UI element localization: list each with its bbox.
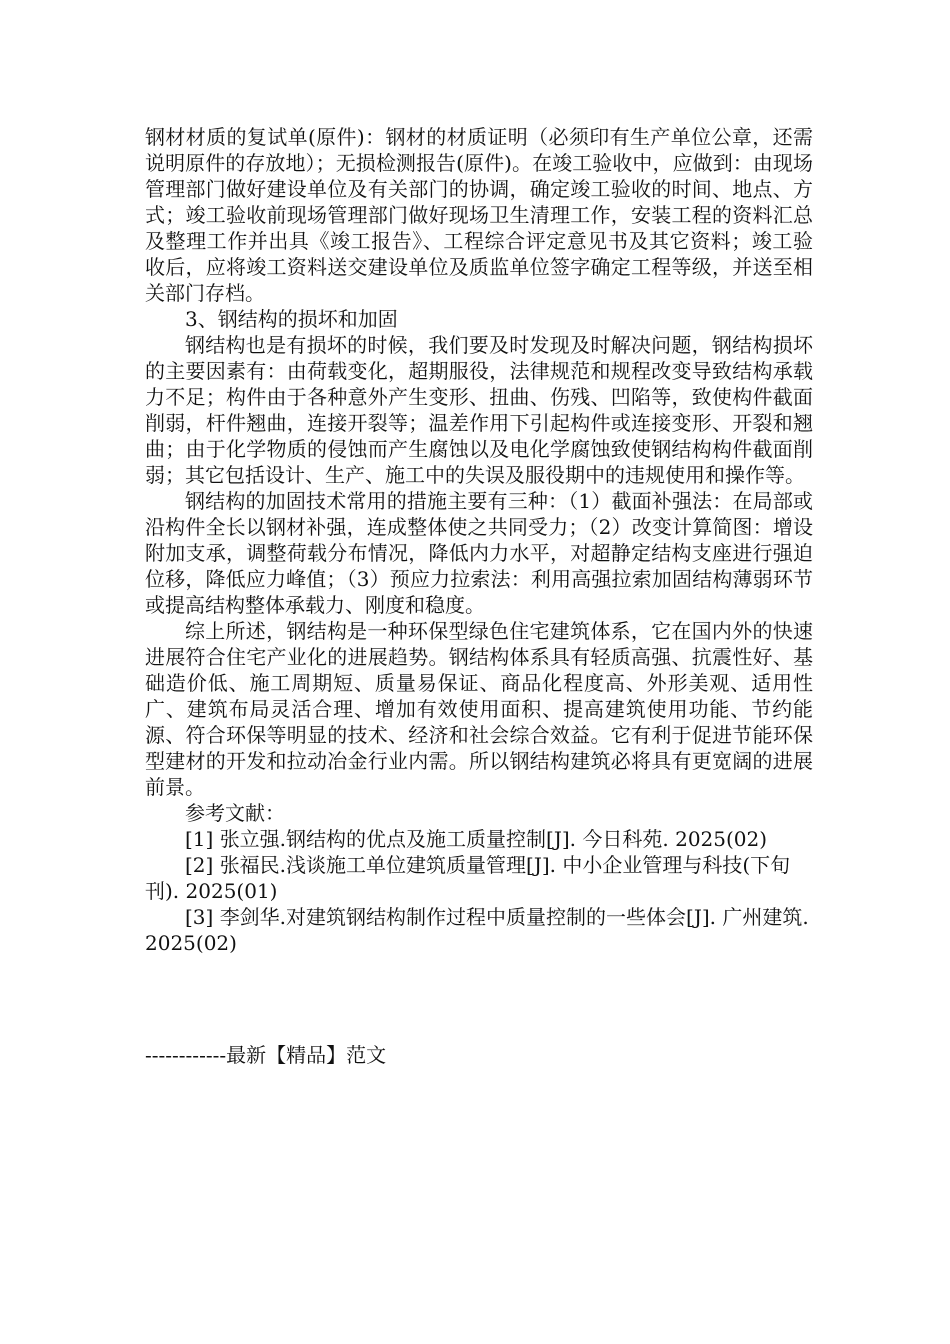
section-heading-damage-reinforcement: 3、钢结构的损坏和加固 (185, 307, 398, 331)
paragraph-damage-causes: 钢结构也是有损坏的时候，我们要及时发现及时解决问题，钢结构损坏的主要因素有：由荷载变化，超期服役，法律规范和规程改变导致结构承载力不足；构件由于各种意外产生变形、扭曲、伤残、凹陷等，致使构件截面削弱，杆件翘曲，连接开裂等；温差作用下引起构件或连接变形、开裂和翘曲；由于化学物质的侵蚀而产生腐蚀以及电化学腐蚀致使钢结构构件截面削弱；其它包括设计、生产、施工中的失误及服役期中的违规使用和操作等。 (145, 333, 813, 487)
references-title: 参考文献： (185, 801, 285, 825)
footer-label: ------------最新【精品】范文 (145, 1043, 387, 1067)
reference-item-2: [2] 张福民.浅谈施工单位建筑质量管理[J]. 中小企业管理与科技(下旬刊). 2025(01) (145, 853, 791, 903)
reference-item-3: [3] 李剑华.对建筑钢结构制作过程中质量控制的一些体会[J]. 广州建筑. 2025(02) (145, 905, 809, 955)
paragraph-reinforcement-methods: 钢结构的加固技术常用的措施主要有三种：（1）截面补强法：在局部或沿构件全长以钢材补强，连成整体使之共同受力；（2）改变计算简图：增设附加支承，调整荷载分布情况，降低内力水平，对超静定结构支座进行强迫位移，降低应力峰值；（3）预应力拉索法：利用高强拉索加固结构薄弱环节或提高结构整体承载力、刚度和稳度。 (145, 489, 813, 617)
document-body (145, 124, 813, 956)
paragraph-inspection-acceptance: 钢材材质的复试单(原件)：钢材的材质证明（必须印有生产单位公章，还需说明原件的存放地）；无损检测报告(原件)。在竣工验收中，应做到：由现场管理部门做好建设单位及有关部门的协调，确定竣工验收的时间、地点、方式；竣工验收前现场管理部门做好现场卫生清理工作，安装工程的资料汇总及整理工作并出具《竣工报告》、工程综合评定意见书及其它资料；竣工验收后，应将竣工资料送交建设单位及质监单位签字确定工程等级，并送至相关部门存档。 (145, 125, 813, 305)
reference-item-1: [1] 张立强.钢结构的优点及施工质量控制[J]. 今日科苑. 2025(02) (185, 827, 768, 851)
paragraph-summary: 综上所述，钢结构是一种环保型绿色住宅建筑体系，它在国内外的快速进展符合住宅产业化的进展趋势。钢结构体系具有轻质高强、抗震性好、基础造价低、施工周期短、质量易保证、商品化程度高、外形美观、适用性广、建筑布局灵活合理、增加有效使用面积、提高建筑使用功能、节约能源、符合环保等明显的技术、经济和社会综合效益。它有利于促进节能环保型建材的开发和拉动冶金行业内需。所以钢结构建筑必将具有更宽阔的进展前景。 (145, 619, 813, 799)
